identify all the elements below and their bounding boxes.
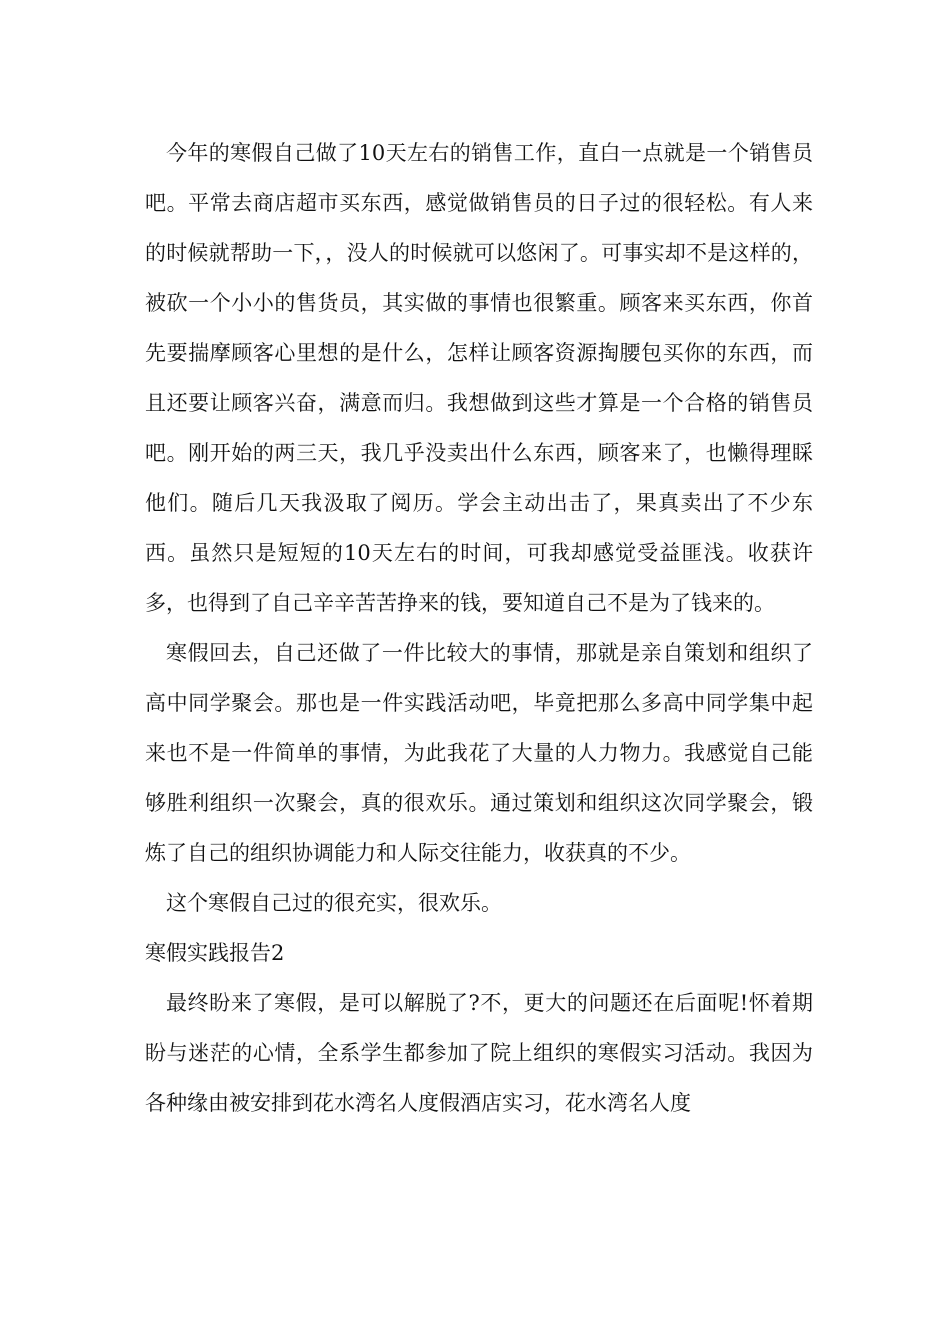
section-heading: 寒假实践报告2 [145,941,285,965]
paragraph-class-reunion: 寒假回去，自己还做了一件比较大的事情，那就是亲自策划和组织了高中同学聚会。那也是一件实践活动吧，毕竟把那么多高中同学集中起来也不是一件简单的事情，为此我花了大量的人力物力。我感觉自己能够胜利组织一次聚会，真的很欢乐。通过策划和组织这次同学聚会，锻炼了自己的组织协调能力和人际交往能力，收获真的不少。 [145,641,813,865]
paragraph-hotel-internship: 最终盼来了寒假，是可以解脱了?不，更大的问题还在后面呢!怀着期盼与迷茫的心情，全系学生都参加了院上组织的寒假实习活动。我因为各种缘由被安排到花水湾名人度假酒店实习，花水湾名人度 [145,991,813,1115]
paragraph-summary: 这个寒假自己过的很充实，很欢乐。 [166,891,502,915]
document-body [145,128,813,1128]
paragraph-sales-work: 今年的寒假自己做了10天左右的销售工作，直白一点就是一个销售员吧。平常去商店超市买东西，感觉做销售员的日子过的很轻松。有人来的时候就帮助一下，，没人的时候就可以悠闲了。可事实却不是这样的，被砍一个小小的售货员，其实做的事情也很繁重。顾客来买东西，你首先要揣摩顾客心里想的是什么，怎样让顾客资源掏腰包买你的东西，而且还要让顾客兴奋，满意而归。我想做到这些才算是一个合格的销售员吧。刚开始的两三天，我几乎没卖出什么东西，顾客来了，也懒得理睬他们。随后几天我汲取了阅历。学会主动出击了，果真卖出了不少东西。虽然只是短短的10天左右的时间，可我却感觉受益匪浅。收获许多，也得到了自己辛辛苦苦挣来的钱，要知道自己不是为了钱来的。 [145,141,813,615]
